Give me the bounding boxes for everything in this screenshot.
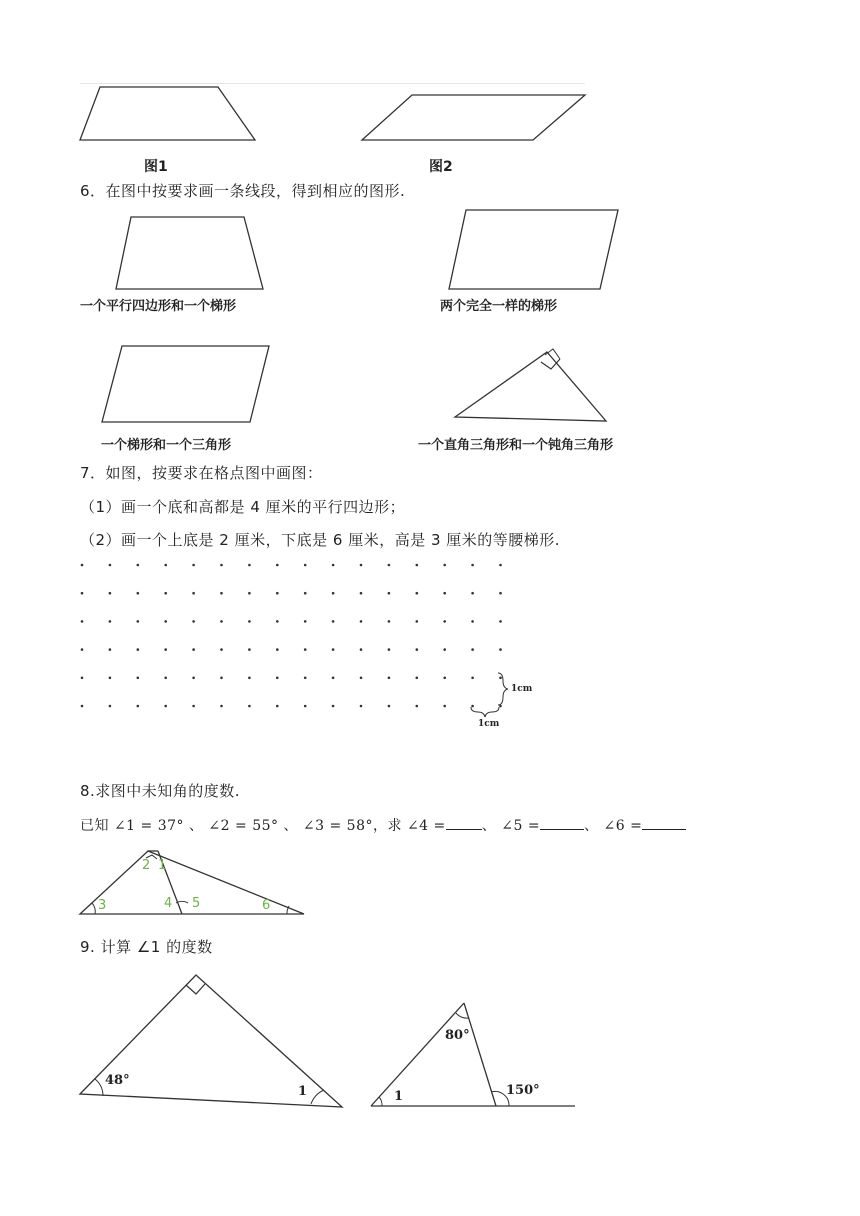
angle-label-5: 5 bbox=[192, 896, 201, 911]
q9-angle-1b-arc bbox=[379, 1097, 382, 1106]
q9-angle-80: 80° bbox=[445, 1028, 470, 1043]
q6-label-4: 一个直角三角形和一个钝角三角形 bbox=[418, 438, 614, 453]
grid-dot bbox=[248, 592, 251, 595]
grid-dot bbox=[137, 648, 140, 651]
grid-dot bbox=[220, 648, 223, 651]
grid-dot bbox=[137, 564, 140, 567]
q9-angle-1-left: 1 bbox=[298, 1084, 308, 1099]
grid-dot bbox=[332, 592, 335, 595]
unit-label-horizontal: 1cm bbox=[478, 719, 500, 729]
grid-dot bbox=[164, 677, 167, 680]
trapezoid-fig1 bbox=[80, 87, 255, 140]
q6-parallelogram-b bbox=[102, 346, 269, 422]
grid-dot bbox=[443, 648, 446, 651]
q6-title: 6．在图中按要求画一条线段，得到相应的图形. bbox=[80, 182, 406, 200]
grid-dot bbox=[81, 648, 84, 651]
q6-trapezoid bbox=[116, 217, 263, 289]
grid-dot bbox=[499, 648, 502, 651]
grid-dot bbox=[416, 592, 419, 595]
grid-dot bbox=[416, 564, 419, 567]
grid-dot bbox=[471, 705, 474, 708]
q6-parallelogram-a bbox=[449, 210, 618, 289]
answer-blank-4[interactable] bbox=[446, 815, 482, 830]
grid-dot bbox=[276, 648, 279, 651]
grid-dot bbox=[164, 592, 167, 595]
angle-label-6: 6 bbox=[262, 898, 271, 913]
grid-dot bbox=[471, 648, 474, 651]
grid-dot bbox=[276, 705, 279, 708]
q8-sep2: 、 ∠6 = bbox=[584, 818, 643, 834]
grid-dot bbox=[304, 564, 307, 567]
grid-dot bbox=[332, 564, 335, 567]
grid-dot bbox=[471, 677, 474, 680]
q9-angle-1-right: 1 bbox=[394, 1089, 404, 1104]
grid-dot bbox=[192, 564, 195, 567]
grid-dot bbox=[81, 705, 84, 708]
angle-label-4: 4 bbox=[164, 896, 173, 911]
grid-dot bbox=[109, 677, 112, 680]
fig1-caption: 图1 bbox=[144, 159, 168, 175]
q8-title: 8.求图中未知角的度数. bbox=[80, 782, 241, 800]
grid-dot bbox=[499, 592, 502, 595]
grid-dot bbox=[304, 592, 307, 595]
q9-left-side bbox=[371, 1003, 464, 1106]
q9-angle-150: 150° bbox=[506, 1083, 540, 1098]
grid-dot bbox=[332, 705, 335, 708]
grid-dot bbox=[388, 592, 391, 595]
q7-title: 7．如图，按要求在格点图中画图： bbox=[80, 464, 323, 482]
angle-label-1: 1 bbox=[158, 858, 167, 873]
grid-dot bbox=[360, 705, 363, 708]
angle-label-2: 2 bbox=[142, 858, 151, 873]
grid-dot bbox=[304, 620, 307, 623]
grid-dot bbox=[416, 705, 419, 708]
grid-dot bbox=[137, 620, 140, 623]
grid-dot bbox=[276, 592, 279, 595]
q7-part1: （1）画一个底和高都是 4 厘米的平行四边形； bbox=[80, 498, 406, 516]
grid-dot bbox=[416, 620, 419, 623]
grid-dot bbox=[443, 705, 446, 708]
grid-dot bbox=[81, 620, 84, 623]
grid-dot bbox=[220, 564, 223, 567]
grid-dot bbox=[81, 592, 84, 595]
answer-blank-6[interactable] bbox=[642, 815, 686, 830]
grid-dot bbox=[499, 677, 502, 680]
grid-dot bbox=[192, 648, 195, 651]
grid-dot bbox=[164, 620, 167, 623]
grid-dot bbox=[388, 620, 391, 623]
grid-dot bbox=[471, 564, 474, 567]
grid-dot bbox=[276, 677, 279, 680]
q8-sep1: 、 ∠5 = bbox=[481, 818, 541, 834]
grid-dot bbox=[332, 620, 335, 623]
grid-dot bbox=[137, 677, 140, 680]
grid-dot bbox=[471, 592, 474, 595]
grid-dot bbox=[109, 592, 112, 595]
q6-label-2: 两个完全一样的梯形 bbox=[440, 299, 558, 314]
grid-dot bbox=[499, 564, 502, 567]
grid-dot bbox=[443, 677, 446, 680]
grid-dot bbox=[220, 705, 223, 708]
grid-dot bbox=[192, 705, 195, 708]
grid-dot bbox=[499, 620, 502, 623]
grid-dot bbox=[471, 620, 474, 623]
q9-right-angle-mark bbox=[186, 984, 205, 994]
grid-dot bbox=[360, 592, 363, 595]
grid-dot bbox=[276, 620, 279, 623]
grid-dot bbox=[220, 592, 223, 595]
grid-dot bbox=[109, 648, 112, 651]
fig2-caption: 图2 bbox=[429, 159, 453, 175]
grid-dot bbox=[220, 620, 223, 623]
grid-dot bbox=[109, 705, 112, 708]
q6-right-triangle bbox=[455, 352, 606, 421]
grid-dot bbox=[443, 592, 446, 595]
grid-dot bbox=[248, 620, 251, 623]
grid-dot bbox=[137, 705, 140, 708]
grid-dot bbox=[248, 677, 251, 680]
grid-dot bbox=[443, 620, 446, 623]
grid-dot bbox=[360, 564, 363, 567]
grid-dot bbox=[81, 564, 84, 567]
grid-dot bbox=[332, 648, 335, 651]
grid-dot bbox=[220, 677, 223, 680]
grid-dot bbox=[248, 648, 251, 651]
q7-part2: （2）画一个上底是 2 厘米，下底是 6 厘米，高是 3 厘米的等腰梯形. bbox=[80, 531, 561, 549]
q9-angle-48: 48° bbox=[105, 1073, 130, 1088]
grid-dot bbox=[192, 677, 195, 680]
q9-angle-48-arc bbox=[95, 1079, 103, 1096]
grid-dot bbox=[388, 564, 391, 567]
grid-dot bbox=[164, 705, 167, 708]
grid-dot bbox=[332, 677, 335, 680]
parallelogram-fig2 bbox=[362, 95, 585, 140]
q9-title: 9. 计算 ∠1 的度数 bbox=[80, 938, 213, 956]
grid-dot bbox=[360, 648, 363, 651]
q6-label-1: 一个平行四边形和一个梯形 bbox=[80, 299, 237, 314]
grid-dot bbox=[388, 648, 391, 651]
dot-grid bbox=[81, 564, 502, 708]
grid-dot bbox=[304, 648, 307, 651]
grid-dot bbox=[443, 564, 446, 567]
grid-dot bbox=[304, 705, 307, 708]
unit-brace-horizontal bbox=[471, 707, 499, 717]
unit-label-vertical: 1cm bbox=[511, 684, 533, 694]
grid-dot bbox=[164, 564, 167, 567]
grid-dot bbox=[304, 677, 307, 680]
q9-angle-1a-arc bbox=[311, 1090, 324, 1104]
grid-dot bbox=[109, 564, 112, 567]
grid-dot bbox=[360, 677, 363, 680]
grid-dot bbox=[137, 592, 140, 595]
grid-dot bbox=[388, 705, 391, 708]
grid-dot bbox=[109, 620, 112, 623]
q8-given-text: 已知 ∠1 = 37° 、 ∠2 = 55° 、 ∠3 = 58°，求 ∠4 = bbox=[80, 818, 446, 834]
grid-dot bbox=[248, 564, 251, 567]
answer-blank-5[interactable] bbox=[540, 815, 584, 830]
angle-label-3: 3 bbox=[98, 898, 107, 913]
q8-given bbox=[80, 815, 686, 835]
grid-dot bbox=[388, 677, 391, 680]
grid-dot bbox=[81, 677, 84, 680]
grid-dot bbox=[164, 648, 167, 651]
grid-dot bbox=[416, 677, 419, 680]
grid-dot bbox=[416, 648, 419, 651]
grid-dot bbox=[192, 620, 195, 623]
grid-dot bbox=[192, 592, 195, 595]
q6-label-3: 一个梯形和一个三角形 bbox=[101, 438, 232, 453]
grid-dot bbox=[360, 620, 363, 623]
grid-dot bbox=[248, 705, 251, 708]
grid-dot bbox=[276, 564, 279, 567]
